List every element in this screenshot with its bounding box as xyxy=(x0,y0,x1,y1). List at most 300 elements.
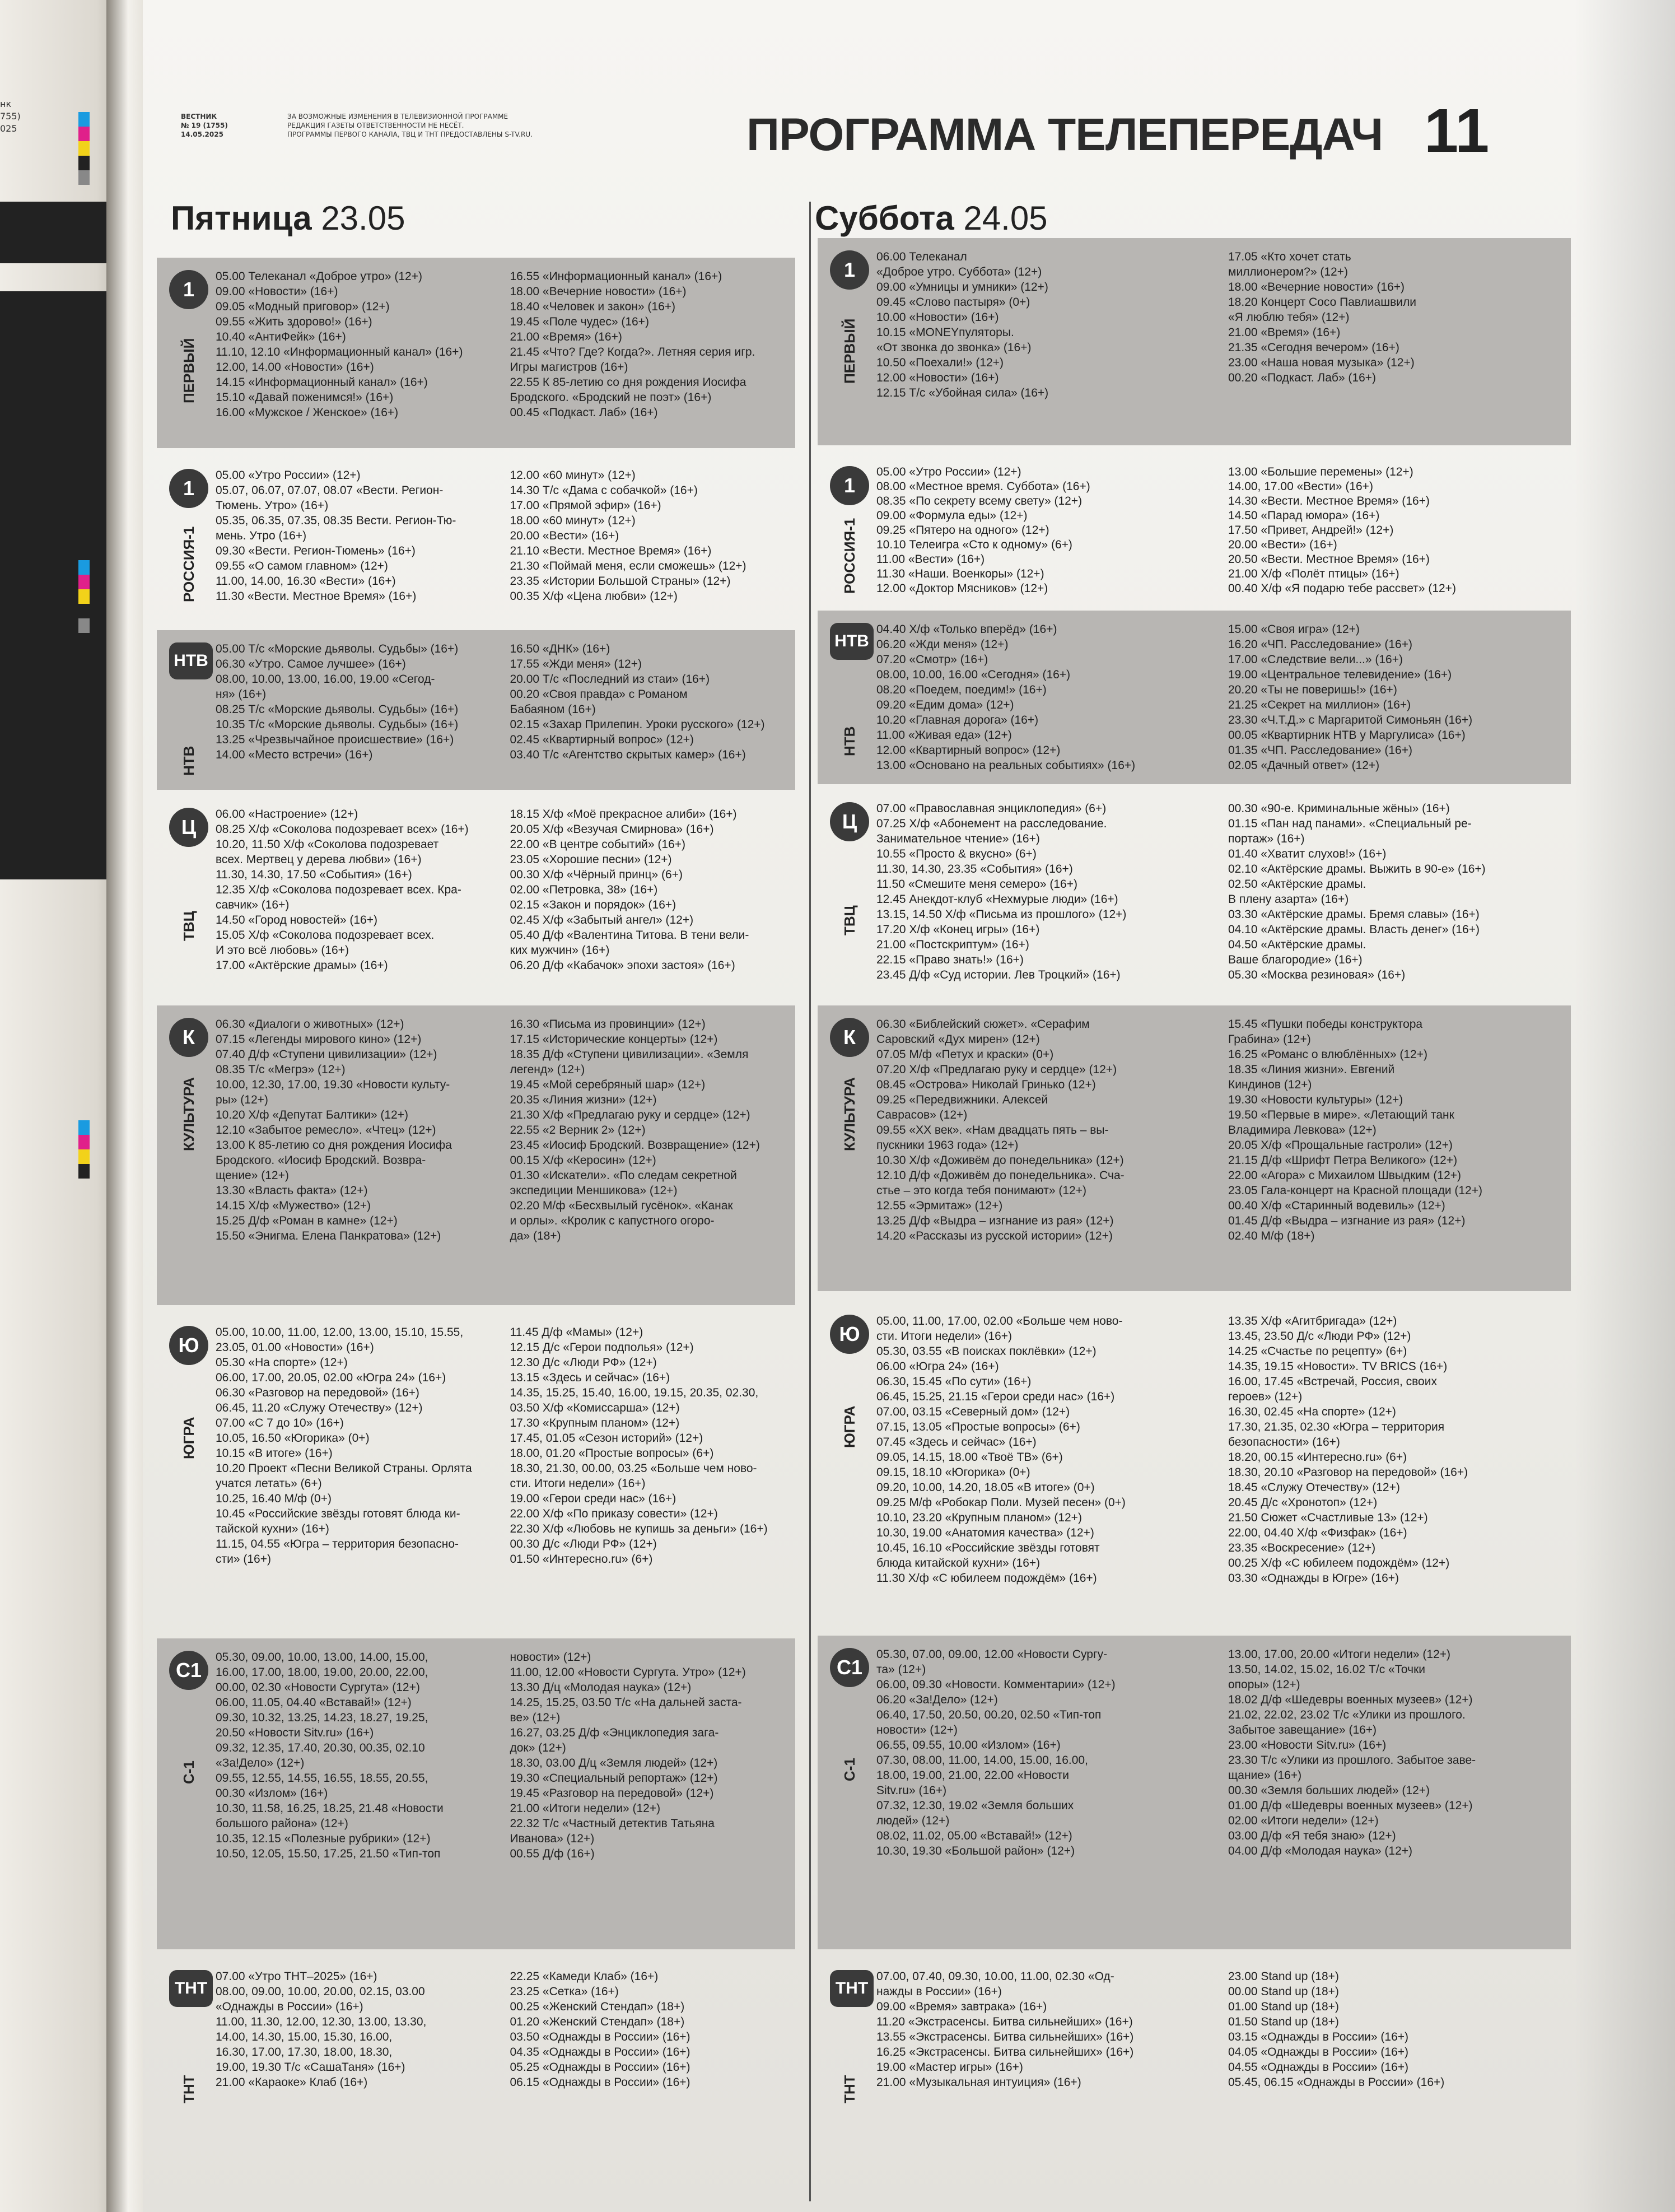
program-entry: 06.45, 11.20 «Служу Отечеству» (12+) xyxy=(216,1401,423,1414)
program-entry: 16.25 «Экстрасенсы. Битва сильнейших» (16+) xyxy=(876,2046,1134,2059)
program-entry: 02.00 «Итоги недели» (12+) xyxy=(1228,1814,1379,1827)
program-entry: 09.30 «Вести. Регион-Тюмень» (16+) xyxy=(216,544,416,557)
day-heading-friday xyxy=(171,199,405,238)
program-entry: 18.15 Х/ф «Моё прекрасное алиби» (16+) xyxy=(510,808,737,821)
program-entry: 18.20 Концерт Сосо Павлиашвили xyxy=(1228,296,1416,309)
program-entry: 06.30 «Диалоги о животных» (12+) xyxy=(216,1018,404,1031)
program-entry: 19.45 «Мой серебряный шар» (12+) xyxy=(510,1078,706,1091)
program-entry: 05.00 «Утро России» (12+) xyxy=(216,469,361,482)
program-entry: ры» (12+) xyxy=(216,1093,268,1106)
program-entry: 01.50 Stand up (18+) xyxy=(1228,2015,1339,2028)
newspaper-fold xyxy=(106,0,143,2212)
day-date: 24.05 xyxy=(963,199,1048,237)
channel-logo: НТВ xyxy=(830,623,874,660)
program-entry: 08.00, 09.00, 10.00, 20.00, 02.15, 03.00 xyxy=(216,1985,425,1998)
program-entry: 21.45 «Что? Где? Когда?». Летняя серия игр. xyxy=(510,346,755,358)
program-entry: 06.55, 09.55, 10.00 «Излом» (16+) xyxy=(876,1739,1061,1752)
program-entry: 10.30, 19.00 «Анатомия качества» (12+) xyxy=(876,1526,1094,1539)
program-entry: 09.25 «Пятеро на одного» (12+) xyxy=(876,524,1049,537)
program-entry: 21.35 «Сегодня вечером» (16+) xyxy=(1228,341,1399,354)
program-entry: 18.02 Д/ф «Шедевры военных музеев» (12+) xyxy=(1228,1693,1473,1706)
channel-block-1 xyxy=(157,258,795,448)
channel-logo: НТВ xyxy=(169,642,213,679)
program-entry: 21.00 «Время» (16+) xyxy=(1228,326,1341,339)
program-entry: 01.35 «ЧП. Расследование» (16+) xyxy=(1228,744,1412,757)
program-entry: 08.45 «Острова» Николай Гринько (12+) xyxy=(876,1078,1096,1091)
program-entry: 17.00 «Следствие вели...» (16+) xyxy=(1228,653,1403,666)
program-entry: 23.05 «Хорошие песни» (12+) xyxy=(510,853,672,866)
channel-logo: ТНТ xyxy=(830,1970,874,2007)
issue-line: ВЕСТНИК xyxy=(181,113,217,120)
program-entry: 07.00, 03.15 «Северный дом» (12+) xyxy=(876,1405,1070,1418)
program-entry: 01.45 Д/ф «Выдра – изгнание из рая» (12+) xyxy=(1228,1214,1466,1227)
program-entry: 15.45 «Пушки победы конструктора xyxy=(1228,1018,1423,1031)
program-entry: 06.00 «Настроение» (12+) xyxy=(216,808,358,821)
program-entry: 10.45 «Российские звёзды готовят блюда ки- xyxy=(216,1507,460,1520)
channel-logo: К xyxy=(830,1018,869,1057)
program-entry: 06.00 Телеканал xyxy=(876,250,967,263)
program-entry: 06.30 «Разговор на передовой» (16+) xyxy=(216,1386,419,1399)
program-entry: 09.05, 14.15, 18.00 «Твоё ТВ» (6+) xyxy=(876,1451,1063,1464)
program-entry: 18.00, 19.00, 21.00, 22.00 «Новости xyxy=(876,1769,1070,1782)
program-entry: 05.35, 06.35, 07.35, 08.35 Вести. Регион-Тю- xyxy=(216,514,456,527)
program-entry: 01.30 «Искатели». «По следам секретной xyxy=(510,1169,737,1182)
program-entry: 18.00 «Вечерние новости» (16+) xyxy=(510,285,687,298)
program-entry: 14.15 Х/ф «Мужество» (12+) xyxy=(216,1199,371,1212)
program-entry: 14.35, 19.15 «Новости». TV BRICS (16+) xyxy=(1228,1360,1448,1373)
program-entry: 11.00, 11.30, 12.00, 12.30, 13.00, 13.30, xyxy=(216,2015,427,2028)
channel-logo: 1 xyxy=(169,270,208,309)
channel-block-4 xyxy=(818,790,1571,1000)
program-entry: 23.35 «Воскресение» (12+) xyxy=(1228,1542,1376,1554)
program-entry: портаж» (16+) xyxy=(1228,832,1305,845)
program-entry: опоры» (12+) xyxy=(1228,1678,1300,1691)
program-entry: 03.15 «Однажды в России» (16+) xyxy=(1228,2031,1409,2043)
channel-block-1 xyxy=(818,238,1571,445)
program-entry: 03.30 «Актёрские драмы. Бремя славы» (16+) xyxy=(1228,908,1480,921)
program-entry: 12.00 «Доктор Мясников» (12+) xyxy=(876,582,1048,595)
program-entry: 05.00 Т/с «Морские дьяволы. Судьбы» (16+) xyxy=(216,642,459,655)
channel-block-3 xyxy=(818,611,1571,784)
program-entry: 18.30, 21.30, 00.00, 03.25 «Больше чем ново- xyxy=(510,1462,757,1475)
program-entry: 17.00 «Актёрские драмы» (16+) xyxy=(216,959,388,972)
program-entry: 10.30, 11.58, 16.25, 18.25, 21.48 «Новости xyxy=(216,1802,444,1815)
program-entry: 00.30 «90-е. Криминальные жёны» (16+) xyxy=(1228,802,1450,815)
program-entry: 05.00, 11.00, 17.00, 02.00 «Больше чем ново- xyxy=(876,1315,1123,1328)
program-entry: 04.00 Д/ф «Молодая наука» (12+) xyxy=(1228,1845,1413,1857)
program-entry: 16.20 «ЧП. Расследование» (16+) xyxy=(1228,638,1412,651)
program-entry: 14.50 «Парад юмора» (16+) xyxy=(1228,509,1380,522)
program-entry: сти. Итоги недели» (16+) xyxy=(876,1330,1013,1343)
schedule-column-right xyxy=(510,1325,795,1567)
program-entry: 06.20 «За!Дело» (12+) xyxy=(876,1693,998,1706)
channel-name: ТНТ xyxy=(841,2075,858,2103)
program-entry: безопасности» (16+) xyxy=(1228,1436,1340,1449)
schedule-column-right xyxy=(510,1969,795,2090)
program-entry: 10.20 «Главная дорога» (16+) xyxy=(876,714,1039,727)
program-entry: героев» (12+) xyxy=(1228,1390,1303,1403)
channel-logo: 1 xyxy=(169,469,208,508)
program-entry: 20.00 Т/с «Последний из стаи» (16+) xyxy=(510,673,710,686)
program-entry: 04.55 «Однажды в России» (16+) xyxy=(1228,2061,1409,2074)
program-entry: 22.55 «2 Верник 2» (12+) xyxy=(510,1124,646,1137)
program-entry: Бабаяном (16+) xyxy=(510,703,596,716)
program-entry: 00.25 Х/ф «С юбилеем подождём» (12+) xyxy=(1228,1557,1450,1570)
program-entry: 12.45 Анекдот-клуб «Нехмурые люди» (16+) xyxy=(876,893,1118,906)
program-entry: 17.00 «Прямой эфир» (16+) xyxy=(510,499,661,512)
program-entry: 23.05, 01.00 «Новости» (16+) xyxy=(216,1341,374,1354)
program-entry: савчик» (16+) xyxy=(216,898,290,911)
program-entry: док» (12+) xyxy=(510,1741,566,1754)
schedule-column-right xyxy=(1228,622,1570,773)
program-entry: 16.00, 17.45 «Встречай, Россия, своих xyxy=(1228,1375,1437,1388)
program-entry: сти» (16+) xyxy=(216,1553,271,1566)
program-entry: 07.20 Х/ф «Предлагаю руку и сердце» (12+) xyxy=(876,1063,1117,1076)
program-entry: 19.30 «Специальный репортаж» (12+) xyxy=(510,1772,718,1785)
program-entry: «Однажды в России» (16+) xyxy=(216,2000,363,2013)
program-entry: 00.40 Х/ф «Я подарю тебе рассвет» (12+) xyxy=(1228,582,1456,595)
newspaper-page xyxy=(143,0,1675,2212)
program-entry: 01.00 Stand up (18+) xyxy=(1228,2000,1339,2013)
program-entry: 10.30, 19.30 «Большой район» (12+) xyxy=(876,1845,1075,1857)
program-entry: 23.45 «Иосиф Бродский. Возвращение» (12+) xyxy=(510,1139,760,1152)
program-entry: 19.30 «Новости культуры» (12+) xyxy=(1228,1093,1403,1106)
program-entry: Забытое завещание» (16+) xyxy=(1228,1724,1377,1736)
program-entry: 07.30, 08.00, 11.00, 14.00, 15.00, 16.00, xyxy=(876,1754,1088,1767)
program-entry: 02.45 «Квартирный вопрос» (12+) xyxy=(510,733,694,746)
program-entry: 14.20 «Рассказы из русской истории» (12+) xyxy=(876,1230,1113,1242)
program-entry: 18.35 «Линия жизни». Евгений xyxy=(1228,1063,1395,1076)
program-entry: 01.20 «Женский Стендап» (18+) xyxy=(510,2015,685,2028)
program-entry: 18.35 Д/ф «Ступени цивилизации». «Земля xyxy=(510,1048,749,1061)
schedule-column-right xyxy=(1228,1017,1570,1244)
program-entry: 13.55 «Экстрасенсы. Битва сильнейших» (16+) xyxy=(876,2031,1134,2043)
program-entry: 05.40 Д/ф «Валентина Титова. В тени вели- xyxy=(510,929,749,942)
program-entry: 01.15 «Пан над панами». «Специальный ре- xyxy=(1228,817,1472,830)
program-entry: 20.50 «Вести. Местное Время» (16+) xyxy=(1228,553,1430,566)
program-entry: 00.30 «Земля больших людей» (12+) xyxy=(1228,1784,1430,1797)
program-entry: 18.30, 03.00 Д/ц «Земля людей» (12+) xyxy=(510,1757,718,1769)
day-date: 23.05 xyxy=(321,199,405,237)
program-entry: 05.45, 06.15 «Однажды в России» (16+) xyxy=(1228,2076,1445,2089)
program-entry: 22.00 Х/ф «По приказу совести» (12+) xyxy=(510,1507,718,1520)
program-entry: 21.10 «Вести. Местное Время» (16+) xyxy=(510,544,712,557)
program-entry: 09.55 «XX век». «Нам двадцать пять – вы- xyxy=(876,1124,1109,1137)
program-entry: 08.00, 10.00, 16.00 «Сегодня» (16+) xyxy=(876,668,1071,681)
program-entry: 23.00 Stand up (18+) xyxy=(1228,1970,1339,1983)
program-entry: 00.35 Х/ф «Цена любви» (12+) xyxy=(510,590,678,603)
program-entry: 18.00, 01.20 «Простые вопросы» (6+) xyxy=(510,1447,714,1460)
program-entry: 17.30, 21.35, 02.30 «Югра – территория xyxy=(1228,1421,1445,1433)
program-entry: щание» (16+) xyxy=(1228,1769,1302,1782)
program-entry: 10.20 Х/ф «Депутат Балтики» (12+) xyxy=(216,1109,408,1121)
program-entry: 12.55 «Эрмитаж» (12+) xyxy=(876,1199,1003,1212)
program-entry: та» (12+) xyxy=(876,1663,926,1676)
program-entry: 06.00 «Югра 24» (16+) xyxy=(876,1360,999,1373)
program-entry: 03.00 Д/ф «Я тебя знаю» (12+) xyxy=(1228,1829,1396,1842)
program-entry: 06.20 Д/ф «Кабачок» эпохи застоя» (16+) xyxy=(510,959,735,972)
program-entry: 12.00, 14.00 «Новости» (16+) xyxy=(216,361,374,374)
program-entry: 23.00 «Наша новая музыка» (12+) xyxy=(1228,356,1415,369)
channel-logo: К xyxy=(169,1018,208,1057)
program-entry: 05.30 «Москва резиновая» (16+) xyxy=(1228,968,1406,981)
day-name: Пятница xyxy=(171,199,312,237)
program-entry: 12.00 «Новости» (16+) xyxy=(876,371,999,384)
program-entry: 23.30 Т/с «Улики из прошлого. Забытое заве- xyxy=(1228,1754,1476,1767)
schedule-column-left xyxy=(876,622,1218,773)
program-entry: 16.30, 02.45 «На спорте» (12+) xyxy=(1228,1405,1396,1418)
program-entry: 12.10 «Забытое ремесло». «Чтец» (12+) xyxy=(216,1124,436,1137)
program-entry: 22.00, 04.40 Х/ф «Физфак» (16+) xyxy=(1228,1526,1407,1539)
program-entry: 09.20 «Едим дома» (12+) xyxy=(876,698,1014,711)
program-entry: 10.35 Т/с «Морские дьяволы. Судьбы» (16+) xyxy=(216,718,459,731)
program-entry: 20.05 Х/ф «Прощальные гастроли» (12+) xyxy=(1228,1139,1453,1152)
program-entry: 18.20, 00.15 «Интересно.ru» (6+) xyxy=(1228,1451,1407,1464)
program-entry: 17.05 «Кто хочет стать xyxy=(1228,250,1351,263)
program-entry: 08.35 «По секрету всему свету» (12+) xyxy=(876,495,1083,507)
channel-name: С-1 xyxy=(841,1758,858,1781)
schedule-column-left xyxy=(876,465,1218,596)
issue-line: № 19 (1755) xyxy=(181,122,228,129)
color-registration-bar xyxy=(78,560,90,633)
program-entry: В плену азарта» (16+) xyxy=(1228,893,1349,906)
channel-logo: 1 xyxy=(830,250,869,290)
program-entry: 11.30, 14.30, 17.50 «События» (16+) xyxy=(216,868,412,881)
program-entry: 10.55 «Просто & вкусно» (6+) xyxy=(876,847,1037,860)
program-entry: 22.32 Т/с «Частный детектив Татьяна xyxy=(510,1817,715,1830)
program-entry: новости» (12+) xyxy=(510,1651,591,1664)
program-entry: 06.45, 15.25, 21.15 «Герои среди нас» (16+) xyxy=(876,1390,1115,1403)
day-heading-saturday xyxy=(815,199,1048,238)
program-entry: 10.40 «АнтиФейк» (16+) xyxy=(216,330,346,343)
program-entry: 05.07, 06.07, 07.07, 08.07 «Вести. Регион- xyxy=(216,484,444,497)
program-entry: 17.15 «Исторические концерты» (12+) xyxy=(510,1033,718,1046)
program-entry: 11.30 «Наши. Военкоры» (12+) xyxy=(876,567,1044,580)
program-entry: 05.30 «На спорте» (12+) xyxy=(216,1356,348,1369)
adjacent-page-corner-text xyxy=(0,98,21,135)
program-entry: 06.00, 17.00, 20.05, 02.00 «Югра 24» (16+) xyxy=(216,1371,446,1384)
program-entry: 18.40 «Человек и закон» (16+) xyxy=(510,300,676,313)
program-entry: 07.15 «Легенды мирового кино» (12+) xyxy=(216,1033,422,1046)
program-entry: 06.00, 09.30 «Новости. Комментарии» (12+) xyxy=(876,1678,1116,1691)
channel-block-8 xyxy=(818,1958,1571,2157)
schedule-column-left xyxy=(216,269,500,420)
program-entry: 00.40 Х/ф «Старинный водевиль» (12+) xyxy=(1228,1199,1445,1212)
program-entry: 10.20 Проект «Песни Великой Страны. Орлята xyxy=(216,1462,472,1475)
program-entry: 20.05 Х/ф «Везучая Смирнова» (16+) xyxy=(510,823,714,836)
program-entry: стье – это когда тебя понимают» (12+) xyxy=(876,1184,1086,1197)
program-entry: 07.00 «Православная энциклопедия» (6+) xyxy=(876,802,1107,815)
program-entry: 11.00, 12.00 «Новости Сургута. Утро» (12+) xyxy=(510,1666,746,1679)
program-entry: 15.05 Х/ф «Соколова подозревает всех. xyxy=(216,929,435,942)
program-entry: 07.15, 13.05 «Простые вопросы» (6+) xyxy=(876,1421,1080,1433)
program-entry: 08.02, 11.02, 05.00 «Вставай!» (12+) xyxy=(876,1829,1072,1842)
program-entry: 10.50 «Поехали!» (12+) xyxy=(876,356,1004,369)
channel-name: РОССИЯ-1 xyxy=(180,526,197,602)
program-entry: 08.35 Т/с «Мегрэ» (12+) xyxy=(216,1063,346,1076)
program-entry: 11.15, 04.55 «Югра – территория безопасно- xyxy=(216,1538,459,1550)
program-entry: 14.25 «Счастье по рецепту» (6+) xyxy=(1228,1345,1407,1358)
program-entry: 06.40, 17.50, 20.50, 00.20, 02.50 «Тип-топ xyxy=(876,1708,1102,1721)
program-entry: 04.40 Х/ф «Только вперёд» (16+) xyxy=(876,623,1057,636)
program-entry: 23.25 «Сетка» (16+) xyxy=(510,1985,619,1998)
adjacent-text-line: 025 xyxy=(0,123,17,134)
program-entry: 09.20, 10.00, 14.20, 18.05 «В итоге» (0+) xyxy=(876,1481,1095,1494)
program-entry: 02.15 «Закон и порядок» (16+) xyxy=(510,898,676,911)
program-entry: 03.50 Х/ф «Комиссарша» (12+) xyxy=(510,1401,680,1414)
program-entry: 02.05 «Дачный ответ» (12+) xyxy=(1228,759,1380,772)
program-entry: Бродского. «Иосиф Бродский. Возвра- xyxy=(216,1154,426,1167)
program-entry: нажды в России» (16+) xyxy=(876,1985,1002,1998)
schedule-column-right xyxy=(510,641,795,762)
program-entry: 05.25 «Однажды в России» (16+) xyxy=(510,2061,690,2074)
program-entry: 04.05 «Однажды в России» (16+) xyxy=(1228,2046,1409,2059)
program-entry: 22.55 К 85-летию со дня рождения Иосифа xyxy=(510,376,746,389)
schedule-column-left xyxy=(876,1314,1218,1586)
channel-name: ПЕРВЫЙ xyxy=(841,318,858,384)
program-entry: 09.32, 12.35, 17.40, 20.30, 00.35, 02.10 xyxy=(216,1741,425,1754)
disclaimer-line: РЕДАКЦИЯ ГАЗЕТЫ ОТВЕТСТВЕННОСТИ НЕ НЕСЁТ. xyxy=(287,122,464,129)
channel-logo: С1 xyxy=(830,1648,869,1687)
program-entry: Грабина» (12+) xyxy=(1228,1033,1311,1046)
program-entry: 13.30 Д/ц «Молодая наука» (12+) xyxy=(510,1681,692,1694)
schedule-column-right xyxy=(510,269,795,420)
program-entry: 09.15, 18.10 «Югорика» (0+) xyxy=(876,1466,1030,1479)
program-entry: 10.15 «В итоге» (16+) xyxy=(216,1447,333,1460)
program-entry: 03.30 «Однажды в Югре» (16+) xyxy=(1228,1572,1399,1585)
program-entry: Иванова» (12+) xyxy=(510,1832,595,1845)
program-entry: 22.15 «Право знать!» (16+) xyxy=(876,953,1024,966)
program-entry: 08.25 Т/с «Морские дьяволы. Судьбы» (16+) xyxy=(216,703,459,716)
program-entry: 13.25 Д/ф «Выдра – изгнание из рая» (12+) xyxy=(876,1214,1114,1227)
program-entry: 11.50 «Смешите меня семеро» (16+) xyxy=(876,878,1077,891)
program-entry: легенд» (12+) xyxy=(510,1063,585,1076)
program-entry: 02.00 «Петровка, 38» (16+) xyxy=(510,883,658,896)
program-entry: 02.50 «Актёрские драмы. xyxy=(1228,878,1366,891)
program-entry: 02.10 «Актёрские драмы. Выжить в 90-е» (16+) xyxy=(1228,863,1486,876)
program-entry: миллионером?» (12+) xyxy=(1228,266,1348,278)
program-entry: 12.15 Т/с «Убойная сила» (16+) xyxy=(876,386,1049,399)
channel-block-3 xyxy=(157,630,795,790)
schedule-column-right xyxy=(510,807,795,973)
program-entry: 17.55 «Жди меня» (12+) xyxy=(510,658,642,670)
program-entry: 02.20 М/ф «Бесхвылый гусёнок». «Канак xyxy=(510,1199,733,1212)
channel-name: РОССИЯ-1 xyxy=(841,518,858,594)
program-entry: новости» (12+) xyxy=(876,1724,958,1736)
program-entry: 21.00 «Музыкальная интуиция» (16+) xyxy=(876,2076,1081,2089)
program-entry: 14.50 «Город новостей» (16+) xyxy=(216,914,377,926)
program-entry: 20.00 «Вести» (16+) xyxy=(1228,538,1337,551)
program-entry: 09.05 «Модный приговор» (12+) xyxy=(216,300,390,313)
schedule-column-left xyxy=(216,1325,500,1567)
program-entry: 15.00 «Своя игра» (12+) xyxy=(1228,623,1360,636)
program-entry: пускники 1963 года» (12+) xyxy=(876,1139,1019,1152)
program-entry: 08.00, 10.00, 13.00, 16.00, 19.00 «Сегод- xyxy=(216,673,435,686)
program-entry: 14.25, 15.25, 03.50 Т/с «На дальней заста- xyxy=(510,1696,742,1709)
program-entry: 23.45 Д/ф «Суд истории. Лев Троцкий» (16+) xyxy=(876,968,1121,981)
program-entry: 12.00 «Квартирный вопрос» (12+) xyxy=(876,744,1061,757)
program-entry: 16.55 «Информационный канал» (16+) xyxy=(510,270,722,283)
program-entry: 00.00 Stand up (18+) xyxy=(1228,1985,1339,1998)
program-entry: 11.00, 14.00, 16.30 «Вести» (16+) xyxy=(216,575,396,588)
program-entry: И это всё любовь» (16+) xyxy=(216,944,349,957)
program-entry: 00.00, 02.30 «Новости Сургута» (12+) xyxy=(216,1681,420,1694)
channel-name: ЮГРА xyxy=(841,1405,858,1448)
program-entry: 11.30, 14.30, 23.35 «События» (16+) xyxy=(876,863,1073,876)
program-entry: 21.02, 22.02, 23.02 Т/с «Улики из прошлого. xyxy=(1228,1708,1466,1721)
schedule-column-left xyxy=(216,1969,500,2090)
program-entry: 10.25, 16.40 М/ф (0+) xyxy=(216,1492,332,1505)
schedule-column-right xyxy=(510,1017,795,1244)
program-entry: 07.40 Д/ф «Ступени цивилизации» (12+) xyxy=(216,1048,437,1061)
program-entry: 22.00 «Агора» с Михаилом Швыдким (12+) xyxy=(1228,1169,1462,1182)
program-entry: 07.00 «Утро ТНТ–2025» (16+) xyxy=(216,1970,377,1983)
program-entry: 09.00 «Новости» (16+) xyxy=(216,285,338,298)
program-entry: 06.00, 11.05, 04.40 «Вставай!» (12+) xyxy=(216,1696,412,1709)
channel-name: ТВЦ xyxy=(841,905,858,935)
schedule-column-left xyxy=(216,641,500,762)
program-entry: 02.40 М/ф (18+) xyxy=(1228,1230,1315,1242)
adjacent-text-line: нк xyxy=(0,99,12,109)
schedule-column-right xyxy=(510,468,795,604)
channel-logo: 1 xyxy=(830,466,869,505)
program-entry: 14.00 «Место встречи» (16+) xyxy=(216,748,373,761)
program-entry: 12.30 Д/с «Люди РФ» (12+) xyxy=(510,1356,657,1369)
program-entry: 20.35 «Линия жизни» (12+) xyxy=(510,1093,657,1106)
program-entry: 13.00 «Основано на реальных событиях» (16+) xyxy=(876,759,1136,772)
program-entry: всех. Мертвец у дерева любви» (16+) xyxy=(216,853,422,866)
program-entry: щение» (12+) xyxy=(216,1169,289,1182)
program-entry: Занимательное чтение» (16+) xyxy=(876,832,1040,845)
program-entry: 10.10, 23.20 «Крупным планом» (12+) xyxy=(876,1511,1082,1524)
schedule-column-left xyxy=(216,1017,500,1244)
program-entry: 13.15 «Здесь и сейчас» (16+) xyxy=(510,1371,670,1384)
channel-block-5 xyxy=(157,1005,795,1305)
disclaimer xyxy=(287,112,623,139)
program-entry: 00.20 «Подкаст. Лаб» (16+) xyxy=(1228,371,1377,384)
page-curve-shadow xyxy=(1574,0,1675,2212)
program-entry: 11.30 «Вести. Местное Время» (16+) xyxy=(216,590,417,603)
program-entry: 06.30, 15.45 «По сути» (16+) xyxy=(876,1375,1032,1388)
program-entry: 14.00, 17.00 «Вести» (16+) xyxy=(1228,480,1373,493)
program-entry: Ваше благородие» (16+) xyxy=(1228,953,1363,966)
schedule-column-right xyxy=(1228,465,1570,596)
program-entry: 06.20 «Жди меня» (12+) xyxy=(876,638,1009,651)
program-entry: 08.00 «Местное время. Суббота» (16+) xyxy=(876,480,1090,493)
program-entry: 06.30 «Утро. Самое лучшее» (16+) xyxy=(216,658,406,670)
program-entry: 21.50 Сюжет «Счастливые 13» (12+) xyxy=(1228,1511,1428,1524)
program-entry: 10.20, 11.50 Х/ф «Соколова подозревает xyxy=(216,838,439,851)
channel-logo: Ю xyxy=(830,1315,869,1354)
program-entry: 08.20 «Поедем, поедим!» (16+) xyxy=(876,683,1047,696)
program-entry: 05.30, 09.00, 10.00, 13.00, 14.00, 15.00, xyxy=(216,1651,428,1664)
program-entry: 09.00 «Время» завтрака» (16+) xyxy=(876,2000,1047,2013)
schedule-column-left xyxy=(216,807,500,973)
program-entry: ня» (16+) xyxy=(216,688,267,701)
channel-block-8 xyxy=(157,1958,795,2159)
program-entry: 04.50 «Актёрские драмы. xyxy=(1228,938,1366,951)
program-entry: 13.30 «Власть факта» (12+) xyxy=(216,1184,368,1197)
channel-name: ТНТ xyxy=(180,2075,197,2103)
program-entry: 07.00 «С 7 до 10» (16+) xyxy=(216,1417,344,1429)
program-entry: большого района» (12+) xyxy=(216,1817,348,1830)
program-entry: 19.00 «Центральное телевидение» (16+) xyxy=(1228,668,1452,681)
program-entry: 18.00 «Вечерние новости» (16+) xyxy=(1228,281,1405,294)
program-entry: 10.05, 16.50 «Югорика» (0+) xyxy=(216,1432,370,1445)
program-entry: 05.30, 07.00, 09.00, 12.00 «Новости Сургу- xyxy=(876,1648,1108,1661)
program-entry: «От звонка до звонка» (16+) xyxy=(876,341,1032,354)
program-entry: Sitv.ru» (16+) xyxy=(876,1784,947,1797)
